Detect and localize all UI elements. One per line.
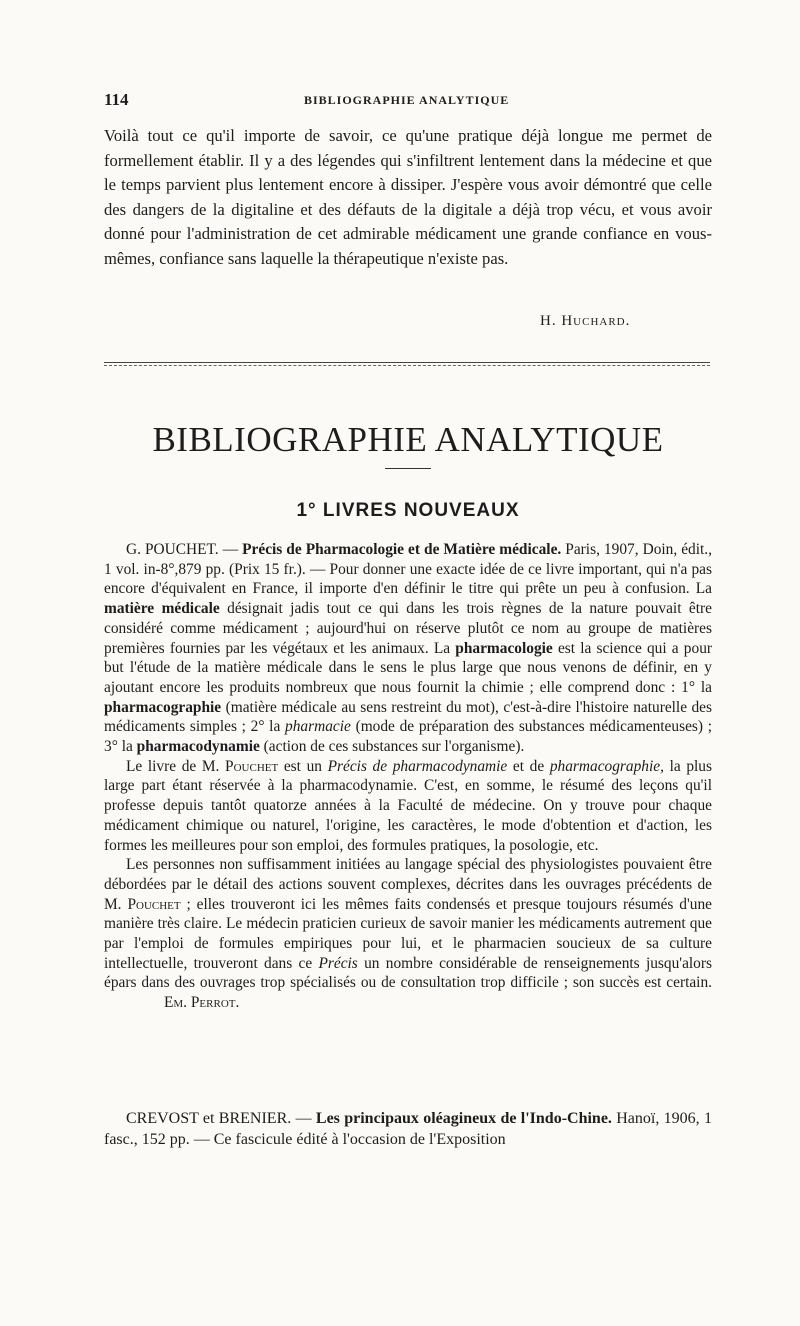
review-crevost-brenier	[104, 1108, 712, 1150]
cited-title: Précis de pharmacodynamie	[327, 757, 508, 775]
text-segment: Les personnes non suffisamment initiées au langage spécial des physiologistes pouvaient être débordées par le détail des actions souvent complexes, décrites dans les ouvrages précédents de M.	[104, 856, 712, 913]
text-segment: un nombre considérable de renseignements jusqu'alors épars dans des ouvrages trop spécialisés ou de consultation trop difficile ; son succès est certain.	[104, 954, 712, 992]
separator-rule-secondary	[104, 365, 710, 366]
text-segment: (matière médicale au sens restreint du mot), c'est-à-dire l'histoire naturelle des médicaments simples ; 2° la	[104, 698, 713, 736]
text-segment: est un	[283, 757, 322, 775]
review-pouchet	[104, 540, 712, 1013]
review-paragraph	[104, 757, 712, 856]
text-segment: (mode de préparation des substances médicamenteuses) ; 3° la	[104, 718, 713, 756]
dash: —	[295, 1110, 312, 1127]
bibliographic-info: Paris, 1907, Doin, édit., 1 vol. in-8°,879 pp. (Prix 15 fr.). —	[104, 541, 712, 578]
text-segment: Hanoï, 1906, 1 fasc., 152 pp. — Ce fascicule édité à l'occasion de l'Exposition	[104, 1110, 712, 1148]
term-pharmacodynamie: pharmacodynamie	[136, 738, 260, 756]
reviewer-signature: Em. Perrot.	[164, 994, 240, 1012]
title-underline	[385, 468, 431, 469]
signature-name: Huchard.	[561, 313, 631, 329]
separator-rule	[104, 362, 710, 363]
text-segment: Le livre de M.	[126, 757, 220, 775]
section-heading: 1° LIVRES NOUVEAUX	[296, 500, 520, 521]
cited-title: pharmacographie,	[549, 757, 664, 775]
review-author: G. POUCHET.	[126, 541, 219, 558]
term-matiere-medicale: matière médicale	[104, 600, 220, 618]
book-title: Précis de Pharmacologie et de Matière médicale.	[242, 541, 562, 558]
text-segment: et de	[512, 757, 545, 775]
text-segment: ; elles trouveront ici les mêmes faits condensés et presque toujours résumés d'une manière très claire. Le médecin praticien curieux de savoir manier les médicaments autrement que par l'emploi de formules empiriques pour lui, et le pharmacien soucieux de sa culture intellectuelle, trouveront dans ce	[104, 895, 712, 972]
text-segment: Pour donner une exacte idée de ce livre important, qui n'a pas encore d'équivalent en France, il importe d'en définir le titre qui prête un peu à confusion. La	[104, 560, 712, 598]
cited-title: Précis	[318, 954, 358, 972]
review-author: CREVOST et BRENIER.	[126, 1110, 292, 1127]
author-name: Pouchet	[225, 757, 279, 775]
text-segment: est la science qui a pour but l'étude de la matière médicale dans le sens le plus large que nous venons de définir, en y ajoutant encore les produits nombreux que nous fournit la chimie ; elle comprend donc : 1° la	[104, 639, 713, 696]
running-title: BIBLIOGRAPHIE ANALYTIQUE	[304, 93, 510, 107]
text-segment: la plus large part étant réservée à la pharmacodynamie. C'est, en somme, le résumé des leçons qu'il professe depuis tantôt quatorze années à la Faculté de médecine. On y trouve pour chaque médicament chimique ou naturel, l'origine, les caractères, le mode d'obtention et d'action, les formes les meilleures pour son emploi, des formules pratiques, la posologie, etc.	[104, 757, 712, 854]
term-pharmacographie: pharmacographie	[104, 698, 222, 716]
review-paragraph	[104, 1108, 712, 1150]
text-segment: (action de ces substances sur l'organisme).	[263, 738, 525, 756]
dash: —	[222, 541, 239, 558]
review-paragraph	[104, 540, 712, 757]
term-pharmacie: pharmacie	[285, 718, 351, 736]
main-title: BIBLIOGRAPHIE ANALYTIQUE	[152, 420, 664, 459]
closing-paragraph: Voilà tout ce qu'il importe de savoir, ce qu'une pratique déjà longue me permet de formellement établir. Il y a des légendes qui s'infiltrent lentement dans la médecine et que le temps parvient plus lentement encore à dissiper. J'espère vous avoir démontré que celle des dangers de la digitaline et des défauts de la digitale a déjà trop vécu, et vous avoir donné pour l'administration de cet admirable médicament une grande confiance en vous-mêmes, confiance sans laquelle la thérapeutique n'existe pas.	[104, 126, 712, 268]
signature-initial: H.	[540, 313, 557, 329]
author-name: Pouchet	[127, 895, 181, 913]
page-number: 114	[104, 90, 129, 109]
closing-signature	[540, 313, 630, 330]
review-paragraph	[104, 855, 712, 1013]
book-title: Les principaux oléagineux de l'Indo-Chine.	[315, 1110, 612, 1127]
text-segment: désignait jadis tout ce qui dans les trois règnes de la nature pouvait être considéré comme médicament ; aujourd'hui on réserve plutôt ce nom au groupe de matières premières fournies par les végétaux et les animaux. La	[104, 600, 712, 657]
term-pharmacologie: pharmacologie	[455, 639, 553, 657]
running-header	[104, 90, 704, 114]
